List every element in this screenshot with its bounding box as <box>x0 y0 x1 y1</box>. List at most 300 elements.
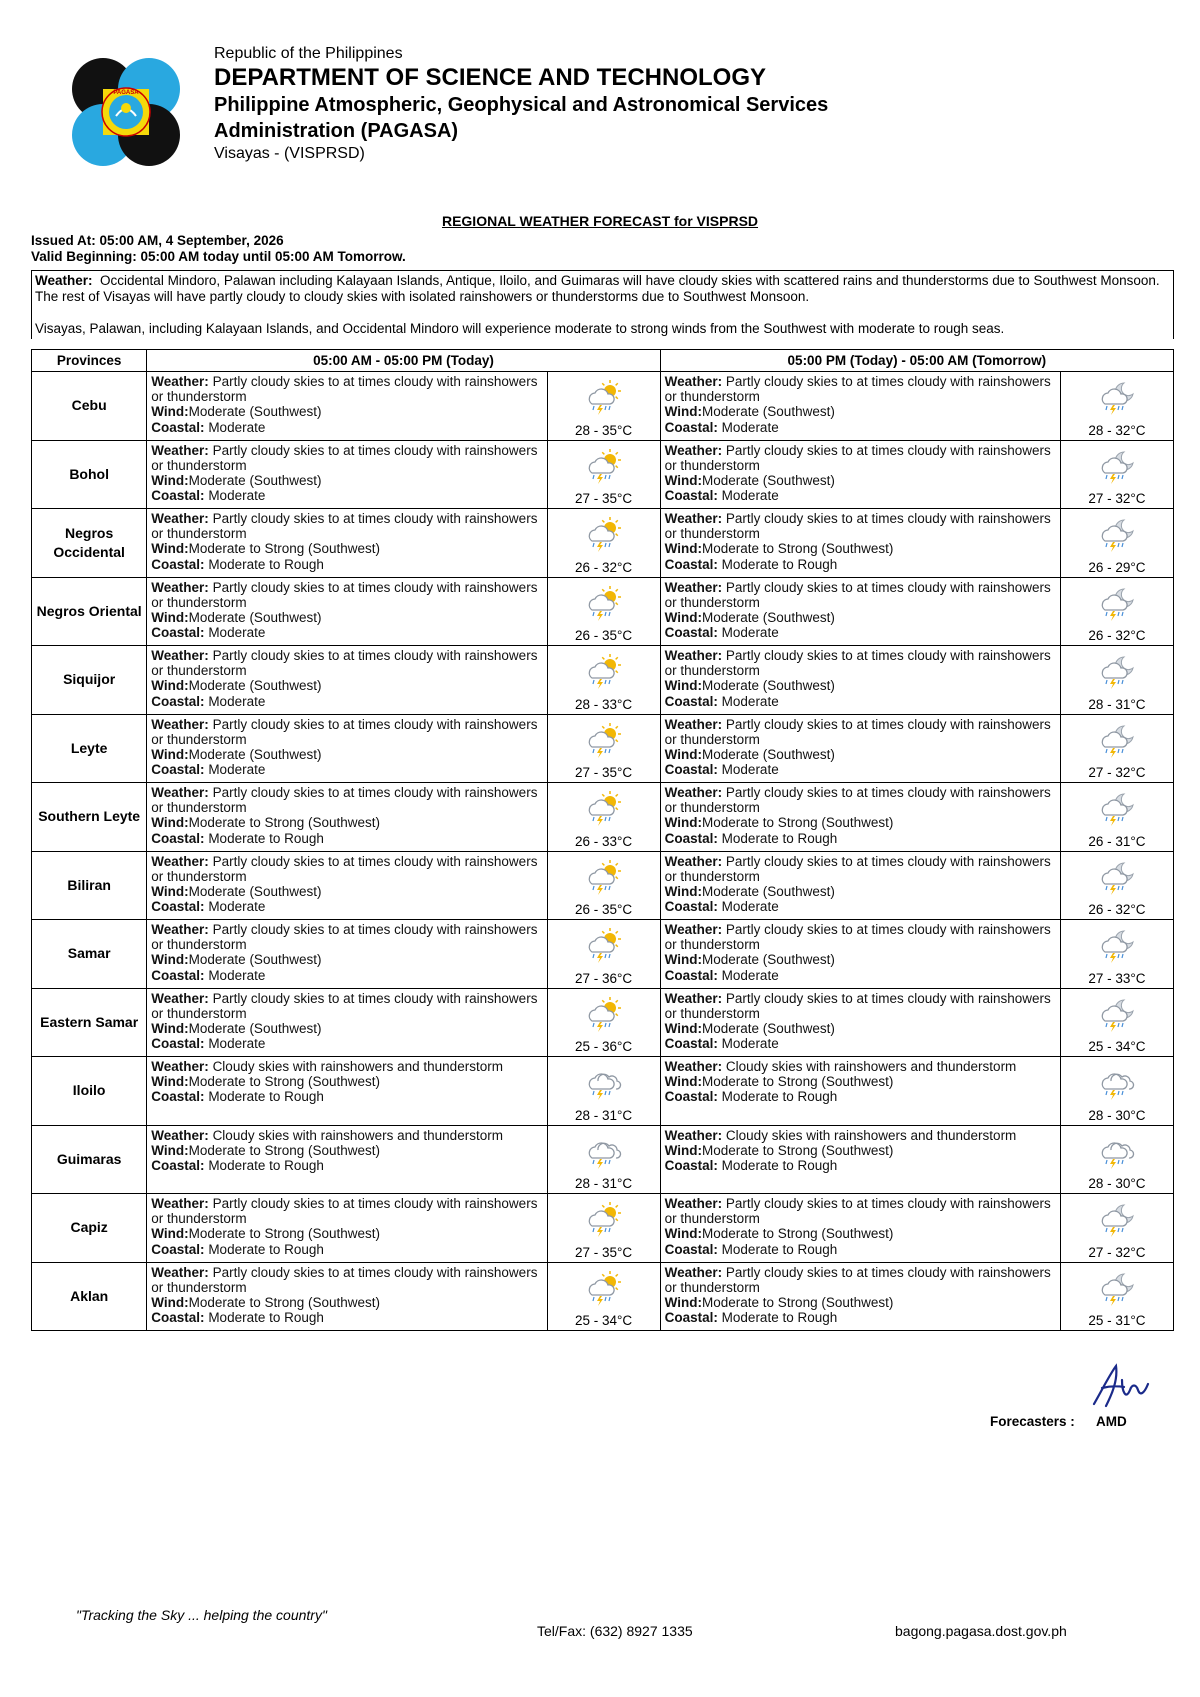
temperature-range: 28 - 32°C <box>1088 422 1146 438</box>
wind-text: Moderate (Southwest) <box>702 952 835 968</box>
wind-text: Moderate (Southwest) <box>702 609 835 625</box>
night-forecast-description <box>660 440 1060 509</box>
day-forecast-description <box>147 783 547 852</box>
coastal-label: Coastal: <box>664 625 718 641</box>
day-forecast-temperature <box>547 783 660 852</box>
night-forecast-temperature <box>1060 988 1173 1057</box>
forecast-table <box>31 349 1174 1331</box>
wind-label: Wind: <box>664 1294 703 1310</box>
weather-text: Cloudy skies with rainshowers and thunderstorm <box>212 1127 503 1143</box>
night-forecast-description <box>660 920 1060 989</box>
weather-text: Cloudy skies with rainshowers and thunderstorm <box>725 1059 1017 1074</box>
weather-label: Weather: <box>664 716 723 732</box>
coastal-label: Coastal: <box>664 556 718 572</box>
weather-text: Partly cloudy skies to at times cloudy with rainshowers or thunderstorm <box>664 1196 1051 1227</box>
day-forecast-temperature <box>547 1194 660 1263</box>
temperature-range: 27 - 35°C <box>574 1244 633 1260</box>
wind-label: Wind: <box>151 1226 189 1242</box>
partly-cloudy-thunderstorm-night-icon <box>1097 1271 1137 1307</box>
forecasters-name: AMD <box>1096 1414 1127 1429</box>
coastal-label: Coastal: <box>664 1089 718 1105</box>
temperature-range: 28 - 31°C <box>574 1176 633 1191</box>
wind-label: Wind: <box>664 404 703 420</box>
night-forecast-description <box>660 577 1060 646</box>
partly-cloudy-thunderstorm-day-icon <box>584 928 624 964</box>
table-row <box>32 920 1174 989</box>
wind-label: Wind: <box>151 746 189 762</box>
wind-label: Wind: <box>664 1020 703 1036</box>
summary-paragraph-2: Visayas, Palawan, including Kalayaan Islands, and Occidental Mindoro will experience moderate to strong winds from the Southwest with moderate to rough seas. <box>35 321 1005 336</box>
wind-label: Wind: <box>151 1020 189 1036</box>
coastal-label: Coastal: <box>151 830 205 846</box>
coastal-label: Coastal: <box>664 899 718 915</box>
night-forecast-temperature <box>1060 920 1173 989</box>
wind-text: Moderate (Southwest) <box>188 609 322 625</box>
wind-label: Wind: <box>151 678 189 694</box>
wind-text: Moderate to Strong (Southwest) <box>702 1294 894 1310</box>
coastal-text: Moderate to Rough <box>208 556 324 572</box>
weather-text: Partly cloudy skies to at times cloudy with rainshowers or thunderstorm <box>664 990 1051 1021</box>
night-forecast-description <box>660 646 1060 715</box>
table-row <box>32 851 1174 920</box>
coastal-label: Coastal: <box>664 419 718 435</box>
coastal-label: Coastal: <box>151 488 205 504</box>
table-row <box>32 988 1174 1057</box>
night-forecast-temperature <box>1060 714 1173 783</box>
weather-label: Weather: <box>664 442 723 458</box>
day-forecast-description <box>147 1262 547 1331</box>
night-forecast-temperature <box>1060 440 1173 509</box>
temperature-range: 26 - 31°C <box>1088 833 1146 849</box>
wind-text: Moderate to Strong (Southwest) <box>702 1226 894 1242</box>
night-forecast-description <box>660 783 1060 852</box>
province-name: Southern Leyte <box>32 783 147 852</box>
weather-text: Partly cloudy skies to at times cloudy with rainshowers or thunderstorm <box>151 374 538 405</box>
wind-text: Moderate (Southwest) <box>188 883 322 899</box>
coastal-label: Coastal: <box>664 488 718 504</box>
weather-text: Partly cloudy skies to at times cloudy with rainshowers or thunderstorm <box>664 579 1051 610</box>
weather-text: Partly cloudy skies to at times cloudy with rainshowers or thunderstorm <box>664 922 1051 953</box>
weather-label: Weather: <box>151 511 209 526</box>
coastal-text: Moderate <box>721 899 779 915</box>
wind-label: Wind: <box>664 1074 703 1090</box>
temperature-range: 26 - 32°C <box>574 559 633 575</box>
coastal-label: Coastal: <box>664 1310 718 1326</box>
coastal-label: Coastal: <box>151 762 205 778</box>
coastal-text: Moderate to Rough <box>721 1310 838 1326</box>
weather-text: Partly cloudy skies to at times cloudy with rainshowers or thunderstorm <box>151 853 538 884</box>
day-forecast-description <box>147 577 547 646</box>
coastal-text: Moderate <box>208 967 266 983</box>
coastal-label: Coastal: <box>664 1157 718 1173</box>
coastal-text: Moderate to Rough <box>208 1089 324 1105</box>
day-forecast-temperature <box>547 372 660 441</box>
wind-label: Wind: <box>151 815 189 831</box>
night-forecast-description <box>660 714 1060 783</box>
temperature-range: 28 - 33°C <box>574 696 633 712</box>
day-forecast-description <box>147 1125 547 1194</box>
table-row <box>32 646 1174 715</box>
night-forecast-temperature <box>1060 646 1173 715</box>
agency-name-line1: Philippine Atmospheric, Geophysical and Astronomical Services <box>214 94 829 116</box>
province-name: Siquijor <box>32 646 147 715</box>
wind-text: Moderate to Strong (Southwest) <box>188 815 381 831</box>
temperature-range: 28 - 30°C <box>1088 1176 1146 1191</box>
weather-label: Weather: <box>664 579 723 595</box>
weather-label: Weather: <box>664 374 723 389</box>
republic-line: Republic of the Philippines <box>214 45 403 62</box>
coastal-label: Coastal: <box>664 1241 718 1257</box>
day-forecast-description <box>147 851 547 920</box>
coastal-text: Moderate <box>721 419 779 435</box>
province-name: Samar <box>32 920 147 989</box>
cloudy-thunderstorm-night-icon <box>1097 1134 1137 1170</box>
day-forecast-description <box>147 646 547 715</box>
temperature-range: 26 - 32°C <box>1088 902 1146 917</box>
table-row <box>32 509 1174 578</box>
coastal-text: Moderate to Rough <box>721 1089 838 1105</box>
temperature-range: 28 - 31°C <box>574 1107 633 1123</box>
weather-summary <box>31 270 1174 339</box>
document-title: REGIONAL WEATHER FORECAST for VISPRSD <box>441 213 759 229</box>
wind-text: Moderate (Southwest) <box>188 746 322 762</box>
day-forecast-temperature <box>547 1262 660 1331</box>
coastal-text: Moderate <box>208 899 266 915</box>
coastal-label: Coastal: <box>151 693 205 709</box>
temperature-range: 28 - 35°C <box>574 422 633 438</box>
day-forecast-description <box>147 372 547 441</box>
province-name: Aklan <box>32 1262 147 1331</box>
night-forecast-temperature <box>1060 372 1173 441</box>
wind-label: Wind: <box>664 746 703 762</box>
day-forecast-description <box>147 920 547 989</box>
coastal-text: Moderate <box>208 693 266 709</box>
partly-cloudy-thunderstorm-night-icon <box>1097 449 1137 485</box>
partly-cloudy-thunderstorm-day-icon <box>584 1202 624 1238</box>
province-name: Negros Occidental <box>32 509 147 578</box>
wind-text: Moderate (Southwest) <box>188 404 322 420</box>
wind-text: Moderate (Southwest) <box>702 1020 835 1036</box>
table-row <box>32 372 1174 441</box>
coastal-text: Moderate to Rough <box>208 1157 324 1173</box>
province-name: Cebu <box>32 372 147 441</box>
wind-label: Wind: <box>664 472 703 488</box>
wind-text: Moderate to Strong (Southwest) <box>188 1226 381 1242</box>
weather-text: Partly cloudy skies to at times cloudy with rainshowers or thunderstorm <box>151 442 538 473</box>
wind-label: Wind: <box>664 1142 703 1158</box>
night-forecast-description <box>660 1262 1060 1331</box>
day-forecast-temperature <box>547 509 660 578</box>
partly-cloudy-thunderstorm-day-icon <box>584 654 624 690</box>
province-name: Iloilo <box>32 1057 147 1126</box>
weather-text: Partly cloudy skies to at times cloudy with rainshowers or thunderstorm <box>151 922 538 953</box>
wind-label: Wind: <box>664 678 703 694</box>
coastal-text: Moderate <box>721 693 779 709</box>
table-row <box>32 783 1174 852</box>
weather-text: Partly cloudy skies to at times cloudy with rainshowers or thunderstorm <box>664 853 1051 884</box>
partly-cloudy-thunderstorm-night-icon <box>1097 380 1137 416</box>
wind-text: Moderate (Southwest) <box>188 1020 322 1036</box>
wind-label: Wind: <box>151 1294 189 1310</box>
temperature-range: 27 - 32°C <box>1088 491 1146 506</box>
wind-text: Moderate to Strong (Southwest) <box>702 1142 894 1158</box>
partly-cloudy-thunderstorm-night-icon <box>1097 791 1137 827</box>
day-forecast-temperature <box>547 920 660 989</box>
weather-text: Partly cloudy skies to at times cloudy with rainshowers or thunderstorm <box>664 648 1051 679</box>
table-header-row <box>32 350 1174 372</box>
wind-text: Moderate to Strong (Southwest) <box>702 815 894 831</box>
table-row <box>32 1194 1174 1263</box>
partly-cloudy-thunderstorm-day-icon <box>584 791 624 827</box>
wind-label: Wind: <box>151 1142 189 1158</box>
wind-text: Moderate to Strong (Southwest) <box>188 1142 381 1158</box>
day-forecast-temperature <box>547 988 660 1057</box>
weather-label: Weather: <box>151 1127 209 1143</box>
weather-label: Weather: <box>151 374 209 389</box>
department-name: DEPARTMENT OF SCIENCE AND TECHNOLOGY <box>214 64 767 91</box>
wind-label: Wind: <box>151 1074 189 1090</box>
wind-text: Moderate (Southwest) <box>702 678 835 694</box>
night-forecast-temperature <box>1060 783 1173 852</box>
wind-text: Moderate to Strong (Southwest) <box>188 541 381 557</box>
coastal-text: Moderate <box>208 419 266 435</box>
issue-info <box>31 233 406 265</box>
weather-text: Partly cloudy skies to at times cloudy with rainshowers or thunderstorm <box>151 1196 538 1227</box>
night-forecast-description <box>660 372 1060 441</box>
weather-label: Weather: <box>151 1264 209 1280</box>
weather-text: Partly cloudy skies to at times cloudy with rainshowers or thunderstorm <box>151 511 538 542</box>
temperature-range: 26 - 35°C <box>574 628 633 643</box>
wind-text: Moderate to Strong (Southwest) <box>188 1074 381 1090</box>
weather-text: Partly cloudy skies to at times cloudy with rainshowers or thunderstorm <box>151 648 538 679</box>
night-forecast-description <box>660 509 1060 578</box>
partly-cloudy-thunderstorm-night-icon <box>1097 1202 1137 1238</box>
partly-cloudy-thunderstorm-day-icon <box>584 997 624 1033</box>
weather-text: Cloudy skies with rainshowers and thunderstorm <box>212 1059 503 1074</box>
col-header-tonight: 05:00 PM (Today) - 05:00 AM (Tomorrow) <box>660 350 1173 372</box>
weather-label: Weather: <box>151 716 209 732</box>
weather-label: Weather: <box>151 990 209 1006</box>
temperature-range: 25 - 34°C <box>1088 1039 1146 1054</box>
weather-label: Weather: <box>664 1196 723 1211</box>
night-forecast-description <box>660 1194 1060 1263</box>
temperature-range: 25 - 31°C <box>1088 1313 1146 1328</box>
partly-cloudy-thunderstorm-day-icon <box>584 586 624 622</box>
day-forecast-temperature <box>547 440 660 509</box>
weather-label: Weather: <box>151 579 209 595</box>
summary-paragraph-1 <box>35 273 1170 305</box>
coastal-label: Coastal: <box>151 556 205 572</box>
weather-label: Weather: <box>664 648 723 663</box>
wind-text: Moderate to Strong (Southwest) <box>188 1294 381 1310</box>
coastal-text: Moderate <box>208 1036 266 1052</box>
night-forecast-description <box>660 851 1060 920</box>
wind-text: Moderate (Southwest) <box>702 472 835 488</box>
coastal-label: Coastal: <box>151 967 205 983</box>
day-forecast-temperature <box>547 714 660 783</box>
wind-text: Moderate (Southwest) <box>188 952 322 968</box>
wind-label: Wind: <box>664 1226 703 1242</box>
coastal-label: Coastal: <box>664 1036 718 1052</box>
province-name: Bohol <box>32 440 147 509</box>
coastal-text: Moderate to Rough <box>208 1310 324 1326</box>
weather-label: Weather: <box>664 785 723 800</box>
weather-label: Weather: <box>664 1264 723 1280</box>
coastal-text: Moderate to Rough <box>721 830 838 846</box>
wind-text: Moderate (Southwest) <box>702 404 835 420</box>
weather-label: Weather: <box>151 922 209 937</box>
coastal-text: Moderate <box>721 488 779 504</box>
weather-label: Weather: <box>151 853 209 869</box>
partly-cloudy-thunderstorm-night-icon <box>1097 586 1137 622</box>
coastal-label: Coastal: <box>151 419 205 435</box>
forecaster-signature <box>1088 1360 1158 1416</box>
partly-cloudy-thunderstorm-day-icon <box>584 1271 624 1307</box>
wind-text: Moderate (Southwest) <box>188 678 322 694</box>
night-forecast-temperature <box>1060 1194 1173 1263</box>
partly-cloudy-thunderstorm-night-icon <box>1097 860 1137 896</box>
footer-telephone: Tel/Fax: (632) 8927 1335 <box>537 1623 693 1639</box>
weather-text: Partly cloudy skies to at times cloudy with rainshowers or thunderstorm <box>664 716 1051 747</box>
col-header-today: 05:00 AM - 05:00 PM (Today) <box>147 350 660 372</box>
night-forecast-temperature <box>1060 577 1173 646</box>
coastal-label: Coastal: <box>151 1089 205 1105</box>
night-forecast-temperature <box>1060 1057 1173 1126</box>
coastal-text: Moderate <box>721 1036 779 1052</box>
coastal-label: Coastal: <box>151 1036 205 1052</box>
wind-text: Moderate to Strong (Southwest) <box>702 541 894 557</box>
wind-label: Wind: <box>151 952 189 968</box>
svg-text:PAGASA: PAGASA <box>113 90 139 96</box>
wind-label: Wind: <box>664 815 703 831</box>
temperature-range: 28 - 31°C <box>1088 696 1146 712</box>
coastal-text: Moderate <box>721 762 779 778</box>
wind-label: Wind: <box>664 883 703 899</box>
agency-name-line2: Administration (PAGASA) <box>214 120 459 142</box>
day-forecast-description <box>147 440 547 509</box>
coastal-label: Coastal: <box>664 830 718 846</box>
cloudy-thunderstorm-icon <box>584 1134 624 1170</box>
wind-label: Wind: <box>151 609 189 625</box>
coastal-text: Moderate <box>721 625 779 641</box>
weather-label: Weather: <box>151 785 209 800</box>
temperature-range: 25 - 36°C <box>574 1039 633 1054</box>
day-forecast-description <box>147 509 547 578</box>
table-row <box>32 1125 1174 1194</box>
coastal-label: Coastal: <box>664 693 718 709</box>
weather-text: Partly cloudy skies to at times cloudy with rainshowers or thunderstorm <box>664 511 1051 542</box>
summary-text-1: Occidental Mindoro, Palawan including Kalayaan Islands, Antique, Iloilo, and Guimaras will have cloudy skies with scattered rains and thunderstorms due to Southwest Monsoon. The rest of Visayas will have partly cloudy to cloudy skies with isolated rainshowers or thunderstorms due to Southwest Monsoon. <box>35 273 1160 304</box>
coastal-label: Coastal: <box>151 625 205 641</box>
weather-text: Partly cloudy skies to at times cloudy with rainshowers or thunderstorm <box>664 785 1051 816</box>
day-forecast-temperature <box>547 851 660 920</box>
weather-text: Partly cloudy skies to at times cloudy with rainshowers or thunderstorm <box>664 374 1051 405</box>
night-forecast-description <box>660 1057 1060 1126</box>
temperature-range: 27 - 33°C <box>1088 970 1146 986</box>
temperature-range: 26 - 29°C <box>1088 559 1146 575</box>
province-name: Capiz <box>32 1194 147 1263</box>
partly-cloudy-thunderstorm-night-icon <box>1097 997 1137 1033</box>
coastal-label: Coastal: <box>664 967 718 983</box>
coastal-text: Moderate to Rough <box>721 1241 838 1257</box>
night-forecast-description <box>660 988 1060 1057</box>
summary-label: Weather: <box>35 273 93 288</box>
province-name: Guimaras <box>32 1125 147 1194</box>
weather-text: Cloudy skies with rainshowers and thunderstorm <box>725 1127 1017 1143</box>
day-forecast-description <box>147 714 547 783</box>
night-forecast-temperature <box>1060 1262 1173 1331</box>
wind-label: Wind: <box>151 541 189 557</box>
day-forecast-description <box>147 1194 547 1263</box>
partly-cloudy-thunderstorm-night-icon <box>1097 928 1137 964</box>
wind-label: Wind: <box>664 609 703 625</box>
coastal-text: Moderate <box>208 762 266 778</box>
night-forecast-temperature <box>1060 509 1173 578</box>
weather-text: Partly cloudy skies to at times cloudy with rainshowers or thunderstorm <box>151 716 538 747</box>
weather-label: Weather: <box>151 648 209 663</box>
partly-cloudy-thunderstorm-night-icon <box>1097 654 1137 690</box>
table-row <box>32 1262 1174 1331</box>
letterhead <box>70 44 1070 184</box>
partly-cloudy-thunderstorm-night-icon <box>1097 723 1137 759</box>
weather-text: Partly cloudy skies to at times cloudy with rainshowers or thunderstorm <box>151 785 538 816</box>
forecasters-line <box>990 1414 1127 1429</box>
province-name: Eastern Samar <box>32 988 147 1057</box>
weather-label: Weather: <box>664 922 723 937</box>
pagasa-logo <box>70 56 182 168</box>
wind-text: Moderate (Southwest) <box>702 883 835 899</box>
province-name: Negros Oriental <box>32 577 147 646</box>
temperature-range: 28 - 30°C <box>1088 1107 1146 1123</box>
forecasters-label: Forecasters : <box>990 1414 1075 1429</box>
province-name: Leyte <box>32 714 147 783</box>
wind-text: Moderate to Strong (Southwest) <box>702 1074 894 1090</box>
weather-text: Partly cloudy skies to at times cloudy with rainshowers or thunderstorm <box>664 442 1051 473</box>
weather-label: Weather: <box>151 1059 209 1074</box>
temperature-range: 27 - 36°C <box>574 970 633 986</box>
coastal-text: Moderate to Rough <box>721 1157 838 1173</box>
coastal-text: Moderate to Rough <box>721 556 838 572</box>
valid-period: Valid Beginning: 05:00 AM today until 05:00 AM Tomorrow. <box>31 249 406 264</box>
temperature-range: 27 - 35°C <box>574 491 633 506</box>
cloudy-thunderstorm-night-icon <box>1097 1065 1137 1101</box>
coastal-text: Moderate to Rough <box>208 830 324 846</box>
table-row <box>32 440 1174 509</box>
day-forecast-temperature <box>547 646 660 715</box>
temperature-range: 26 - 33°C <box>574 833 633 849</box>
coastal-text: Moderate to Rough <box>208 1241 324 1257</box>
wind-label: Wind: <box>664 541 703 557</box>
wind-label: Wind: <box>151 472 189 488</box>
partly-cloudy-thunderstorm-day-icon <box>584 723 624 759</box>
footer-tagline: "Tracking the Sky ... helping the country" <box>76 1607 327 1623</box>
weather-label: Weather: <box>664 1059 723 1074</box>
temperature-range: 27 - 32°C <box>1088 1244 1146 1260</box>
wind-text: Moderate (Southwest) <box>188 472 322 488</box>
table-row <box>32 714 1174 783</box>
coastal-label: Coastal: <box>151 899 205 915</box>
footer-website: bagong.pagasa.dost.gov.ph <box>895 1623 1067 1639</box>
coastal-label: Coastal: <box>151 1157 205 1173</box>
wind-label: Wind: <box>151 404 189 420</box>
coastal-label: Coastal: <box>151 1241 205 1257</box>
weather-text: Partly cloudy skies to at times cloudy with rainshowers or thunderstorm <box>151 1264 538 1295</box>
day-forecast-description <box>147 1057 547 1126</box>
coastal-label: Coastal: <box>664 762 718 778</box>
night-forecast-temperature <box>1060 851 1173 920</box>
coastal-label: Coastal: <box>151 1310 205 1326</box>
issued-at: Issued At: 05:00 AM, 4 September, 2026 <box>31 233 284 248</box>
